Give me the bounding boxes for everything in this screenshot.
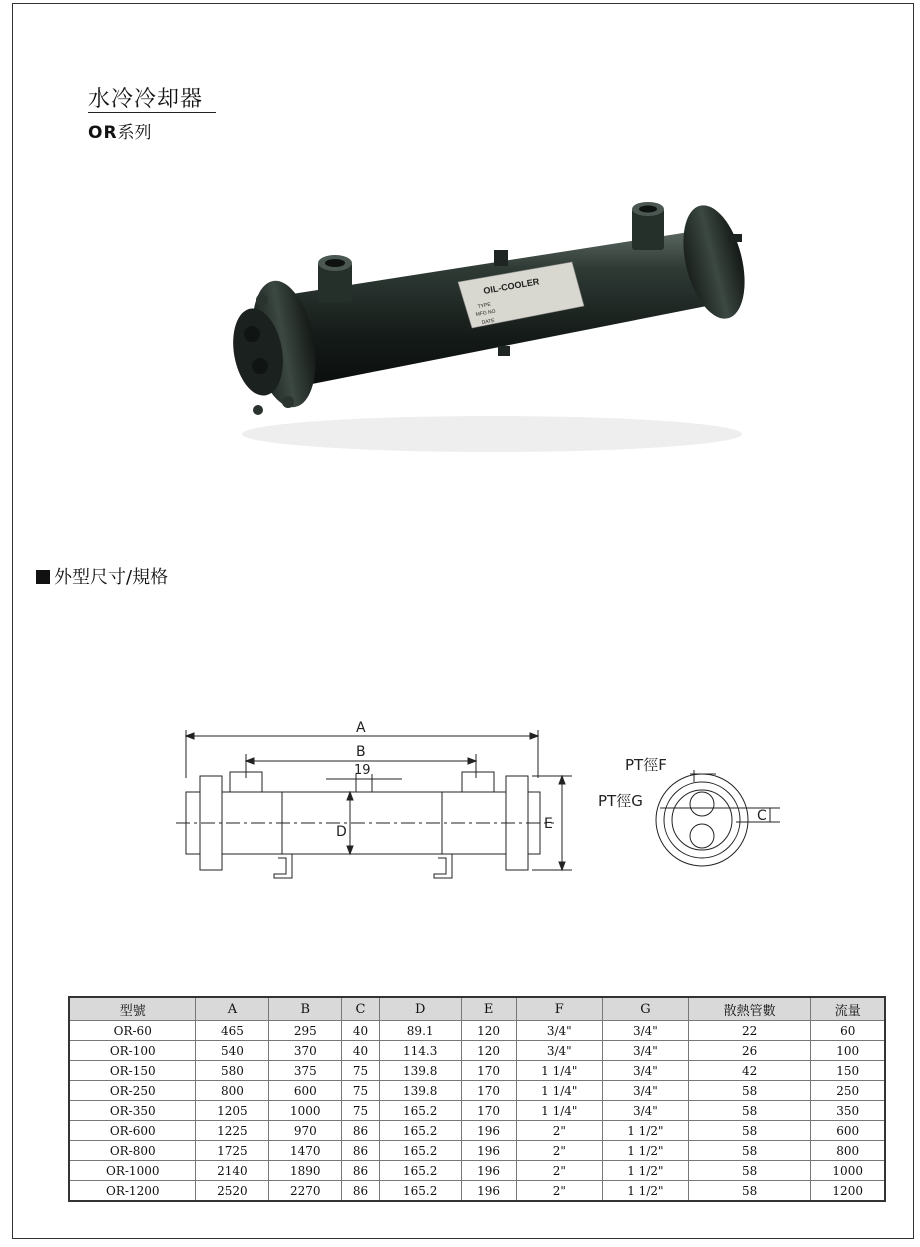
table-cell: 1890 (269, 1161, 342, 1181)
column-header: B (269, 997, 342, 1021)
table-cell: 75 (342, 1061, 380, 1081)
table-cell: 40 (342, 1021, 380, 1041)
dimension-drawing (170, 712, 800, 902)
table-cell: 120 (461, 1041, 516, 1061)
table-cell: 1200 (811, 1181, 885, 1202)
table-row (69, 1061, 885, 1081)
table-cell: 196 (461, 1161, 516, 1181)
table-row (69, 1121, 885, 1141)
column-header: C (342, 997, 380, 1021)
table-cell: 2520 (196, 1181, 269, 1202)
table-cell: 375 (269, 1061, 342, 1081)
table-cell: 1 1/2" (602, 1181, 688, 1202)
column-header: 散熱管數 (688, 997, 810, 1021)
table-cell: 139.8 (379, 1061, 461, 1081)
table-cell: 250 (811, 1081, 885, 1101)
table-cell: 58 (688, 1161, 810, 1181)
table-cell: 58 (688, 1121, 810, 1141)
dim-label-b: B (356, 744, 366, 760)
dim-label-c: C (757, 808, 767, 824)
table-cell: 580 (196, 1061, 269, 1081)
table-row (69, 1141, 885, 1161)
table-cell: 40 (342, 1041, 380, 1061)
series-code: OR (88, 123, 118, 143)
table-cell: 2270 (269, 1181, 342, 1202)
table-cell: 139.8 (379, 1081, 461, 1101)
table-cell: 170 (461, 1061, 516, 1081)
table-cell: OR-100 (69, 1041, 196, 1061)
table-cell: 350 (811, 1101, 885, 1121)
table-cell: 1 1/2" (602, 1161, 688, 1181)
nameplate-title: OIL-COOLER (482, 276, 540, 296)
dim-label-e: E (544, 816, 553, 832)
table-cell: 196 (461, 1121, 516, 1141)
series-subtitle (88, 118, 152, 143)
table-cell: 165.2 (379, 1121, 461, 1141)
table-cell: OR-150 (69, 1061, 196, 1081)
nameplate-mfg: MFG NO (475, 308, 497, 318)
table-cell: 3/4" (602, 1081, 688, 1101)
oil-cooler-photo (222, 196, 756, 468)
table-body (69, 1021, 885, 1202)
table-cell: 86 (342, 1181, 380, 1202)
table-cell: 170 (461, 1101, 516, 1121)
table-row (69, 1101, 885, 1121)
table-cell: 1725 (196, 1141, 269, 1161)
table-cell: 1225 (196, 1121, 269, 1141)
table-cell: 800 (811, 1141, 885, 1161)
table-cell: 165.2 (379, 1141, 461, 1161)
table-cell: 42 (688, 1061, 810, 1081)
table-cell: 1 1/4" (516, 1081, 602, 1101)
table-cell: 89.1 (379, 1021, 461, 1041)
table-row (69, 1041, 885, 1061)
column-header: A (196, 997, 269, 1021)
table-cell: 196 (461, 1141, 516, 1161)
column-header: E (461, 997, 516, 1021)
column-header: G (602, 997, 688, 1021)
table-cell: 196 (461, 1181, 516, 1202)
table-cell: 3/4" (602, 1021, 688, 1041)
table-cell: 60 (811, 1021, 885, 1041)
table-cell: 120 (461, 1021, 516, 1041)
table-header-row (69, 997, 885, 1021)
table-cell: 2" (516, 1161, 602, 1181)
table-cell: 170 (461, 1081, 516, 1101)
table-cell: 58 (688, 1081, 810, 1101)
table-cell: 2" (516, 1141, 602, 1161)
square-bullet-icon (36, 570, 50, 584)
table-cell: OR-600 (69, 1121, 196, 1141)
table-cell: 600 (269, 1081, 342, 1101)
table-cell: 600 (811, 1121, 885, 1141)
table-cell: OR-1200 (69, 1181, 196, 1202)
table-cell: 2" (516, 1121, 602, 1141)
table-cell: 295 (269, 1021, 342, 1041)
page-title: 水冷冷却器 (88, 87, 204, 112)
table-row (69, 1081, 885, 1101)
table-cell: OR-350 (69, 1101, 196, 1121)
table-cell: 1 1/4" (516, 1061, 602, 1081)
table-cell: 3/4" (516, 1041, 602, 1061)
table-cell: 1000 (269, 1101, 342, 1121)
dim-label-d: D (336, 824, 347, 840)
table-cell: OR-1000 (69, 1161, 196, 1181)
section-heading-text: 外型尺寸/規格 (54, 567, 169, 588)
title-underline (88, 112, 216, 113)
table-row (69, 1021, 885, 1041)
table-cell: 75 (342, 1101, 380, 1121)
table-cell: OR-250 (69, 1081, 196, 1101)
table-cell: 970 (269, 1121, 342, 1141)
port-g-label: PT徑G (598, 792, 643, 810)
column-header: D (379, 997, 461, 1021)
table-cell: 22 (688, 1021, 810, 1041)
table-cell: 165.2 (379, 1101, 461, 1121)
table-cell: 2140 (196, 1161, 269, 1181)
table-cell: 1 1/2" (602, 1141, 688, 1161)
column-header: F (516, 997, 602, 1021)
nameplate-date: DATE (481, 317, 496, 326)
table-cell: 58 (688, 1141, 810, 1161)
table-cell: 2" (516, 1181, 602, 1202)
table-cell: 3/4" (602, 1101, 688, 1121)
table-cell: 1000 (811, 1161, 885, 1181)
table-cell: 465 (196, 1021, 269, 1041)
column-header: 型號 (69, 997, 196, 1021)
table-cell: 86 (342, 1121, 380, 1141)
table-cell: 3/4" (602, 1041, 688, 1061)
table-cell: 150 (811, 1061, 885, 1081)
spec-table (68, 996, 886, 1202)
table-cell: 1 1/2" (602, 1121, 688, 1141)
table-cell: 3/4" (516, 1021, 602, 1041)
table-cell: OR-60 (69, 1021, 196, 1041)
table-cell: 58 (688, 1101, 810, 1121)
table-cell: 114.3 (379, 1041, 461, 1061)
section-heading (36, 563, 168, 589)
table-cell: 165.2 (379, 1181, 461, 1202)
table-cell: 100 (811, 1041, 885, 1061)
table-cell: 1 1/4" (516, 1101, 602, 1121)
table-cell: 800 (196, 1081, 269, 1101)
table-row (69, 1161, 885, 1181)
port-f-label: PT徑F (625, 756, 667, 774)
table-cell: 1205 (196, 1101, 269, 1121)
series-suffix: 系列 (117, 123, 152, 143)
nameplate-type: TYPE (477, 301, 492, 310)
table-cell: 58 (688, 1181, 810, 1202)
table-cell: 75 (342, 1081, 380, 1101)
table-cell: 1470 (269, 1141, 342, 1161)
table-cell: OR-800 (69, 1141, 196, 1161)
dim-label-a: A (356, 720, 366, 736)
table-row (69, 1181, 885, 1202)
table-cell: 86 (342, 1141, 380, 1161)
table-cell: 3/4" (602, 1061, 688, 1081)
dim-label-19: 19 (354, 763, 371, 778)
table-cell: 26 (688, 1041, 810, 1061)
table-cell: 86 (342, 1161, 380, 1181)
table-cell: 370 (269, 1041, 342, 1061)
column-header: 流量 (811, 997, 885, 1021)
table-cell: 165.2 (379, 1161, 461, 1181)
table-cell: 540 (196, 1041, 269, 1061)
